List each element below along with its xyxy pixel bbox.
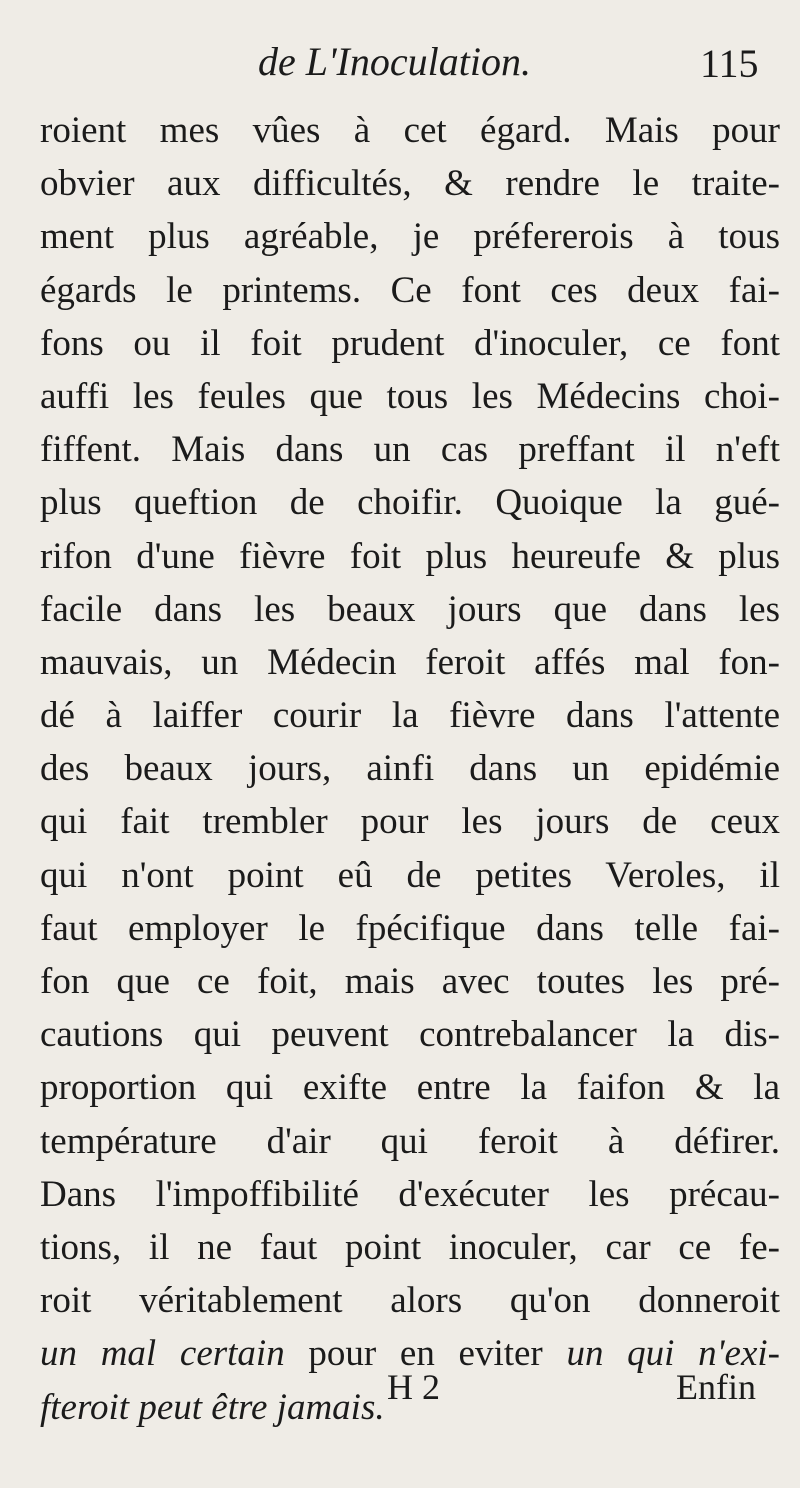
body-text: [40, 104, 780, 1434]
text-line: fiffent. Mais dans un cas preffant il n'eft: [40, 429, 780, 471]
text-line: auffi les feules que tous les Médecins choi-: [40, 375, 780, 417]
text-line: roient mes vûes à cet égard. Mais pour: [40, 110, 780, 151]
text-line: qui fait trembler pour les jours de ceux: [40, 801, 780, 843]
text-line: ment plus agréable, je préfererois à tous: [40, 216, 780, 258]
text-line: fons ou il foit prudent d'inoculer, ce font: [40, 322, 780, 364]
text-line: obvier aux difficultés, & rendre le traite-: [40, 163, 780, 205]
page-number: 115: [700, 41, 759, 86]
catchword: Enfin: [676, 1367, 756, 1407]
text-line: qui n'ont point eû de petites Veroles, il: [40, 854, 780, 896]
text-line: Dans l'impoffibilité d'exécuter les précau-: [40, 1173, 780, 1215]
text-line: proportion qui exifte entre la faifon & la: [40, 1067, 780, 1109]
text-line: fon que ce foit, mais avec toutes les pré-: [40, 961, 780, 1002]
text-line: rifon d'une fièvre foit plus heureufe & plus: [40, 535, 780, 577]
page-header: [0, 38, 800, 98]
text-line: facile dans les beaux jours que dans les: [40, 588, 780, 630]
text-line: dé à laiffer courir la fièvre dans l'attente: [40, 695, 780, 737]
italic-phrase: fteroit peut être jamais.: [40, 1386, 385, 1428]
page-footer: [0, 1366, 800, 1426]
running-title: de L'Inoculation.: [258, 39, 531, 84]
roman-phrase: pour en eviter: [284, 1333, 567, 1375]
signature-mark: H 2: [387, 1367, 440, 1407]
text-line: température d'air qui feroit à défirer.: [40, 1120, 780, 1162]
text-line: faut employer le fpécifique dans telle fai-: [40, 907, 780, 949]
text-line: des beaux jours, ainfi dans un epidémie: [40, 748, 780, 790]
text-line: mauvais, un Médecin feroit affés mal fon-: [40, 641, 780, 683]
italic-phrase: un mal certain: [40, 1333, 285, 1375]
text-line: égards le printems. Ce font ces deux fai-: [40, 269, 780, 311]
text-line: cautions qui peuvent contrebalancer la dis-: [40, 1014, 780, 1056]
text-line: roit véritablement alors qu'on donneroit: [40, 1280, 780, 1322]
text-line: tions, il ne faut point inoculer, car ce fe-: [40, 1226, 780, 1268]
text-line: plus queftion de choifir. Quoique la gué-: [40, 482, 780, 524]
italic-phrase: un qui n'exi-: [566, 1333, 780, 1375]
